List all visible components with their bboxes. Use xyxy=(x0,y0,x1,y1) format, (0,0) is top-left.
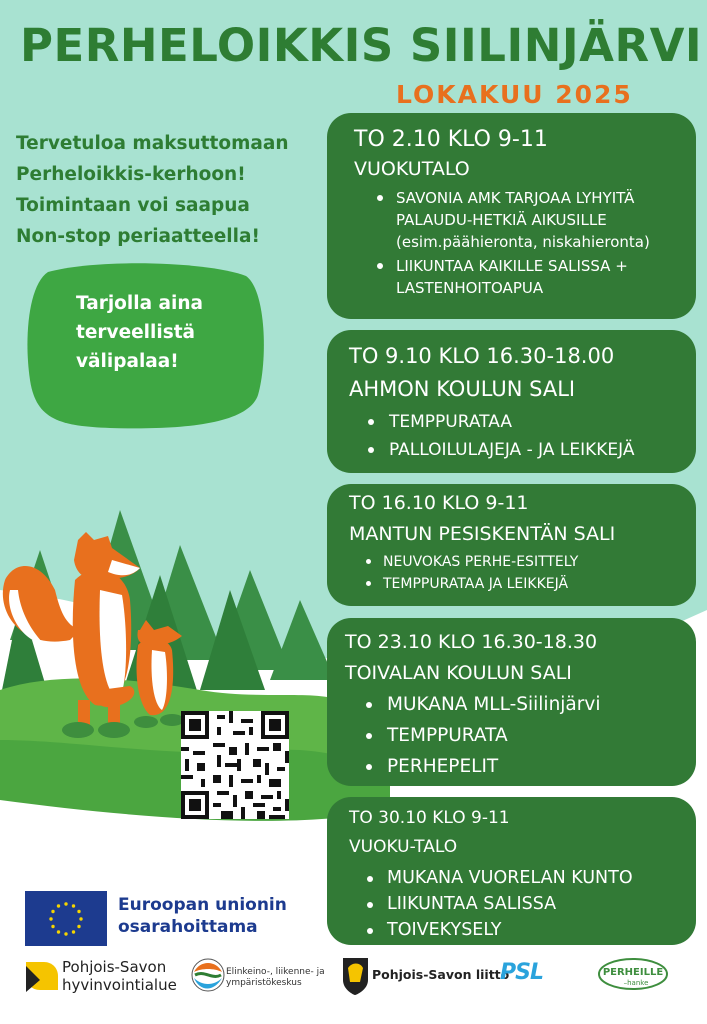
event-item: TEMPPURATAA xyxy=(355,408,686,436)
event-place: VUOKU-TALO xyxy=(349,837,458,857)
welcome-text xyxy=(16,128,316,252)
event-item: TEMPPURATAA JA LEIKKEJÄ xyxy=(355,573,686,595)
event-item: PERHEPELIT xyxy=(351,751,686,782)
event-card-1 xyxy=(327,113,696,319)
event-items xyxy=(345,689,686,782)
event-date: TO 9.10 KLO 16.30-18.00 xyxy=(349,344,615,368)
perheille-logo-word: PERHEILLE xyxy=(602,967,664,978)
eu-funding-line: Euroopan unionin xyxy=(118,895,287,915)
perheille-logo-sub: –hanke xyxy=(623,979,649,987)
event-item: PALLOILULAJEJA - JA LEIKKEJÄ xyxy=(355,436,686,464)
event-item-line: LIIKUNTAA KAIKILLE SALISSA + xyxy=(396,257,628,275)
snack-line: Tarjolla aina xyxy=(76,293,203,314)
event-item-line: LASTENHOITOAPUA xyxy=(396,279,544,297)
psl-logo: PSL xyxy=(500,960,543,985)
logo-line: Pohjois-Savon xyxy=(62,958,167,976)
logo-line: hyvinvointialue xyxy=(62,976,177,994)
event-item-line: (esim.päähieronta, niskahieronta) xyxy=(396,233,650,251)
event-item: MUKANA VUORELAN KUNTO xyxy=(355,865,686,891)
snack-bubble xyxy=(76,289,246,376)
event-item: TOIVEKYSELY xyxy=(355,917,686,943)
event-item-line: PALAUDU-HETKIÄ AIKUSILLE xyxy=(396,211,607,229)
logo-line: Elinkeino-, liikenne- ja xyxy=(226,967,325,977)
ely-logo xyxy=(226,967,325,989)
event-items xyxy=(349,865,686,943)
snack-line: välipalaa! xyxy=(76,351,179,372)
eu-funding-text xyxy=(118,894,287,938)
event-item-line: SAVONIA AMK TARJOAA LYHYITÄ xyxy=(396,189,635,207)
event-item xyxy=(369,255,686,299)
qr-code[interactable] xyxy=(181,711,289,819)
event-place: AHMON KOULUN SALI xyxy=(349,377,576,401)
event-items xyxy=(349,408,686,464)
welcome-line: Toimintaan voi saapua xyxy=(16,195,250,216)
event-item: TEMPPURATA xyxy=(351,720,686,751)
event-items xyxy=(354,187,686,299)
event-place: MANTUN PESISKENTÄN SALI xyxy=(349,523,616,545)
logo-line: ympäristökeskus xyxy=(226,978,302,988)
event-card-5 xyxy=(327,797,696,945)
eu-flag xyxy=(25,891,107,946)
page-title: PERHELOIKKIS SIILINJÄRVI xyxy=(20,19,703,72)
welcome-line: Non-stop periaatteella! xyxy=(16,226,260,247)
snack-line: terveellistä xyxy=(76,322,196,343)
pohjois-savon-liitto-logo: Pohjois-Savon liitto xyxy=(372,967,510,982)
event-item: LIIKUNTAA SALISSA xyxy=(355,891,686,917)
event-date: TO 30.10 KLO 9-11 xyxy=(349,808,510,828)
event-place: VUOKUTALO xyxy=(354,158,470,180)
event-place: TOIVALAN KOULUN SALI xyxy=(345,662,572,684)
event-card-3 xyxy=(327,484,696,606)
event-date: TO 2.10 KLO 9-11 xyxy=(354,127,548,152)
event-item xyxy=(369,187,686,253)
eu-funding-line: osarahoittama xyxy=(118,917,258,937)
event-card-4 xyxy=(327,618,696,786)
event-card-2 xyxy=(327,330,696,473)
event-item: MUKANA MLL-Siilinjärvi xyxy=(351,689,686,720)
welcome-line: Perheloikkis-kerhoon! xyxy=(16,164,246,185)
hyvinvointialue-logo xyxy=(62,958,177,994)
event-items xyxy=(349,551,686,595)
event-item: NEUVOKAS PERHE-ESITTELY xyxy=(355,551,686,573)
perheille-hanke-logo xyxy=(598,958,668,990)
event-date: TO 23.10 KLO 16.30-18.30 xyxy=(345,631,598,653)
event-date: TO 16.10 KLO 9-11 xyxy=(349,492,529,514)
welcome-line: Tervetuloa maksuttomaan xyxy=(16,133,289,154)
month-subtitle: LOKAKUU 2025 xyxy=(396,80,633,109)
